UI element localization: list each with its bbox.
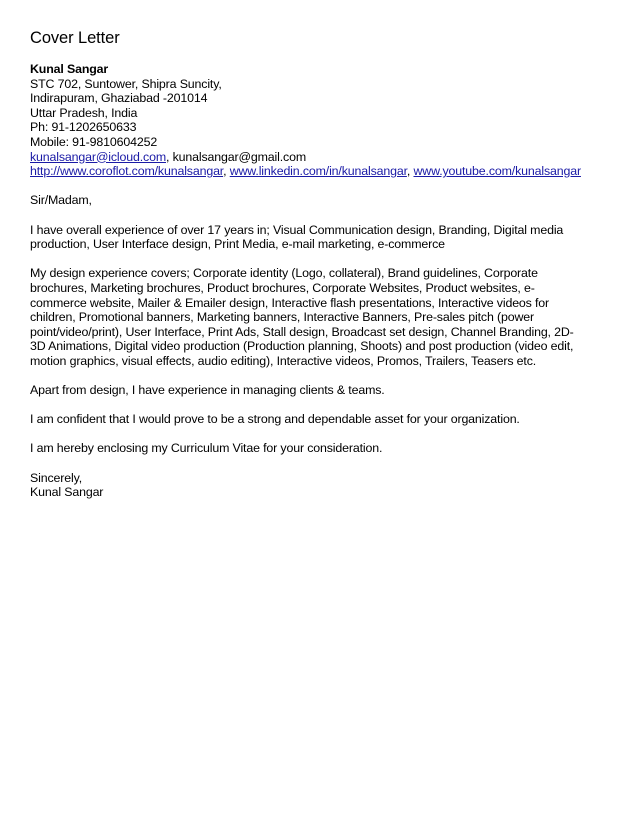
salutation: Sir/Madam, [30,193,92,208]
document-page [30,28,610,500]
phone-line: Ph: 91-1202650633 [30,120,137,135]
link-separator: , [223,164,230,179]
paragraph-design-experience [30,266,610,368]
email-line [30,150,610,165]
paragraph-line: 3D Animations, Digital video production (Production planning, Shoots) and post production (video edit, [30,339,574,354]
sender-block [30,62,610,179]
address-line-1: STC 702, Suntower, Shipra Suncity, [30,76,222,91]
paragraph-experience [30,223,610,252]
paragraph-line: I am hereby enclosing my Curriculum Vitae for your consideration. [30,441,383,456]
paragraph-line: commerce website, Mailer & Emailer design, Interactive flash presentations, Interactive videos for [30,295,550,310]
linkedin-link[interactable]: www.linkedin.com/in/kunalsangar [229,164,407,179]
closing-block [30,471,610,500]
paragraph-line: motion graphics, visual effects, audio editing), Interactive videos, Promos, Trailers, Teasers etc. [30,353,537,368]
youtube-link[interactable]: www.youtube.com/kunalsangar [413,164,581,179]
document-title: Cover Letter [30,29,120,47]
paragraph-line: brochures, Marketing brochures, Product brochures, Corporate Websites, Product websites, e- [30,280,535,295]
paragraph-line: Apart from design, I have experience in managing clients & teams. [30,383,385,398]
email-primary-link[interactable]: kunalsangar@icloud.com [30,149,167,164]
closing: Sincerely, [30,470,82,485]
address-line-2: Indirapuram, Ghaziabad -201014 [30,91,208,106]
address-line-3: Uttar Pradesh, India [30,105,138,120]
signature-name: Kunal Sangar [30,485,104,500]
paragraph-enclosure [30,441,610,456]
email-secondary: , kunalsangar@gmail.com [166,149,306,164]
links-line [30,164,610,179]
mobile-line: Mobile: 91-9810604252 [30,134,158,149]
paragraph-line: I am confident that I would prove to be a strong and dependable asset for your organization. [30,412,520,427]
paragraph-line: My design experience covers; Corporate identity (Logo, collateral), Brand guidelines, Corporate [30,266,538,281]
paragraph-line: point/video/print), User Interface, Print Ads, Stall design, Broadcast set design, Channel Branding, 2D- [30,324,574,339]
paragraph-management [30,383,610,398]
coroflot-link[interactable]: http://www.coroflot.com/kunalsangar [30,164,224,179]
paragraph-line: production, User Interface design, Print Media, e-mail marketing, e-commerce [30,237,445,252]
paragraph-line: children, Promotional banners, Marketing banners, Interactive Banners, Pre-sales pitch (power [30,310,534,325]
link-separator: , [406,164,414,179]
paragraph-line: I have overall experience of over 17 years in; Visual Communication design, Branding, Digital media [30,222,564,237]
sender-name: Kunal Sangar [30,62,109,76]
paragraph-confidence [30,412,610,427]
